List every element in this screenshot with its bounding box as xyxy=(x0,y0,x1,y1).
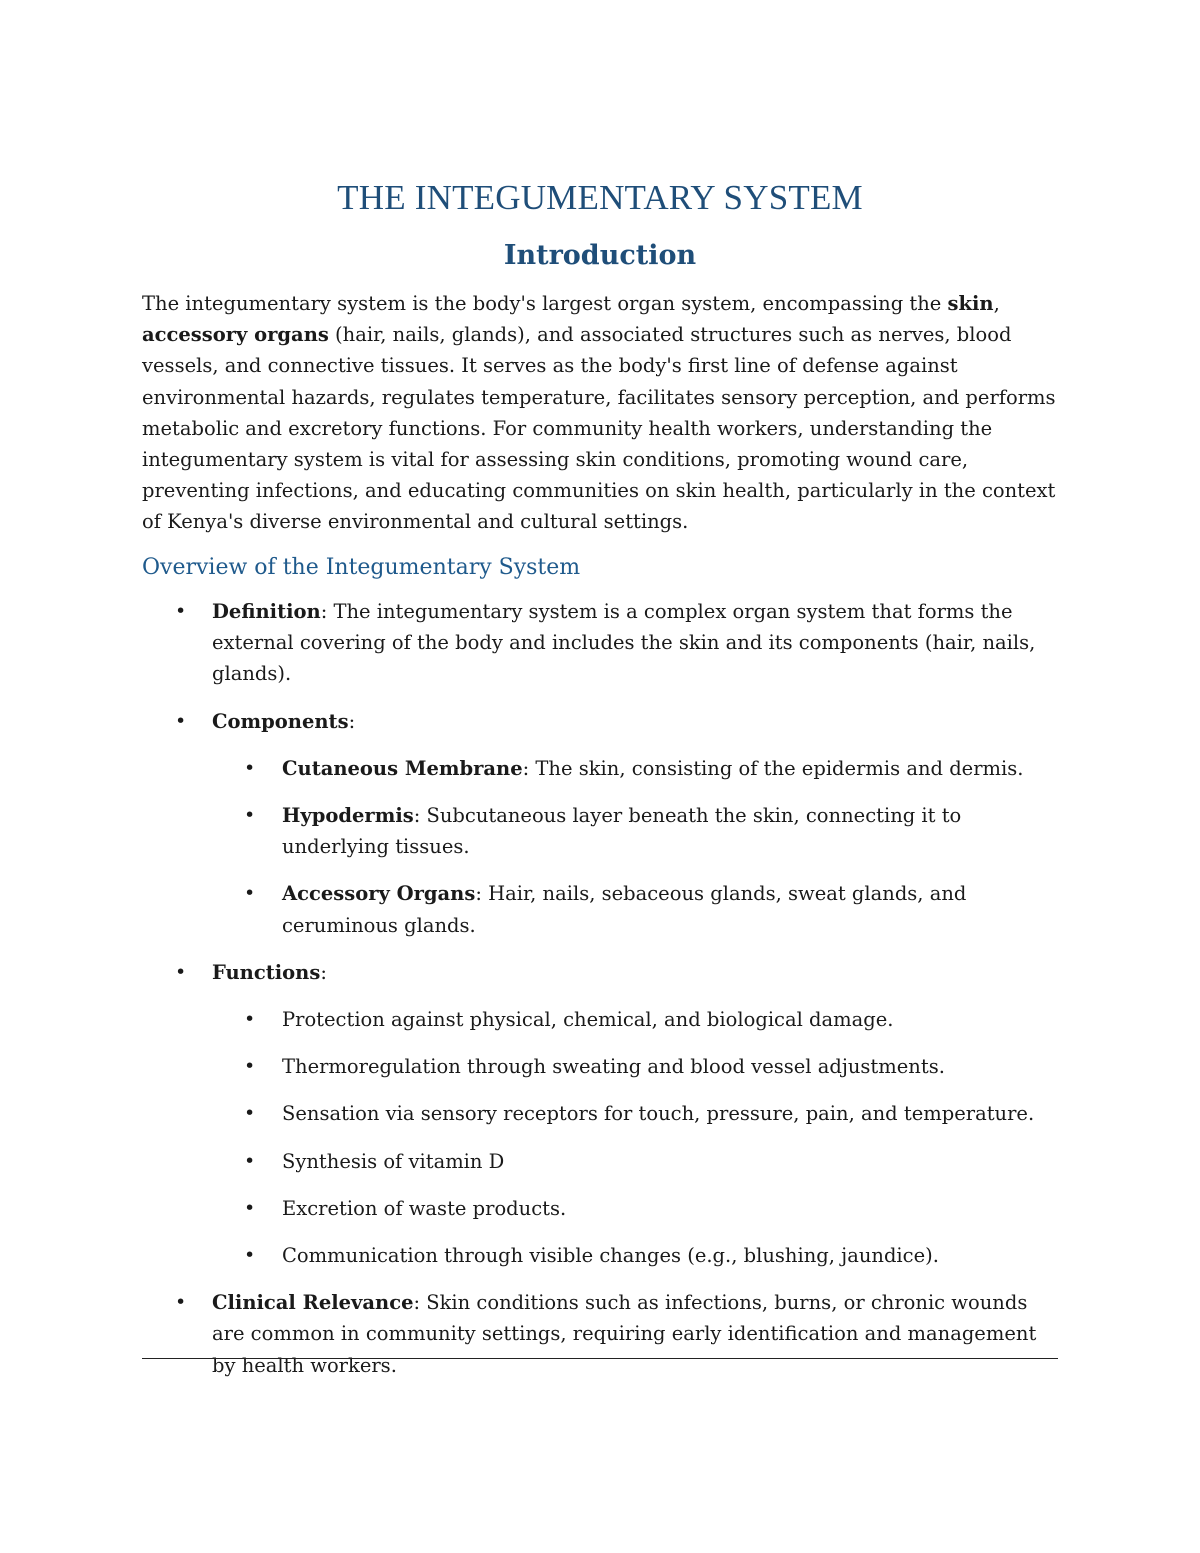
list-item-function-sensation: • Sensation via sensory receptors for touch, pressure, pain, and temperature. xyxy=(142,1098,1058,1129)
list-item-accessory-organs xyxy=(142,878,1058,940)
list-item-components xyxy=(142,706,1058,737)
list-item-definition xyxy=(142,596,1058,690)
term-clinical-relevance: Clinical Relevance xyxy=(212,1291,414,1315)
term-definition: Definition xyxy=(212,600,321,623)
intro-text: The integumentary system is the body's largest organ system, encompassing the xyxy=(142,292,948,315)
term-functions: Functions xyxy=(212,960,321,984)
intro-bold-skin: skin xyxy=(947,292,994,315)
list-item-cutaneous-membrane xyxy=(142,753,1058,784)
list-item-function-thermoregulation: • Thermoregulation through sweating and blood vessel adjustments. xyxy=(142,1051,1058,1082)
introduction-paragraph xyxy=(142,288,1058,538)
list-item-function-vitamin-d: • Synthesis of vitamin D xyxy=(142,1146,1058,1177)
intro-text: , xyxy=(993,292,1000,315)
list-item-function-excretion: • Excretion of waste products. xyxy=(142,1193,1058,1224)
list-item-hypodermis xyxy=(142,800,1058,862)
list-item-clinical-relevance xyxy=(142,1287,1058,1381)
definition-text: : The integumentary system is a complex organ system that forms the external covering of the body and includes the skin and its components (hair, nails, glands). xyxy=(212,600,1036,686)
term-accessory-organs: Accessory Organs xyxy=(282,882,476,906)
term-cutaneous-membrane: Cutaneous Membrane xyxy=(282,756,523,780)
term-hypodermis: Hypodermis xyxy=(282,804,414,828)
components-text: : xyxy=(348,709,356,733)
intro-bold-accessory-organs: accessory organs xyxy=(142,323,329,347)
accessory-text: : Hair, nails, sebaceous glands, sweat glands, and ceruminous glands. xyxy=(282,882,967,937)
document-title: THE INTEGUMENTARY SYSTEM xyxy=(337,178,863,217)
overview-list xyxy=(142,596,1058,1397)
term-components: Components xyxy=(212,709,349,733)
horizontal-rule xyxy=(142,1358,1058,1359)
list-item-function-protection: • Protection against physical, chemical, and biological damage. xyxy=(142,1004,1058,1035)
intro-text: (hair, nails, glands), and associated structures such as nerves, blood vessels, and connective tissues. It serves as the body's first line of defense against environmental hazards, regulates temperature, facilitates sensory perception, and performs metabolic and excretory functions. For community health workers, understanding the integumentary system is vital for assessing skin conditions, promoting wound care, preventing infections, and educating communities on skin health, particularly in the context of Kenya's diverse environmental and cultural settings. xyxy=(142,323,1056,534)
list-item-function-communication: • Communication through visible changes (e.g., blushing, jaundice). xyxy=(142,1240,1058,1271)
functions-text: : xyxy=(320,960,327,984)
list-item-functions xyxy=(142,957,1058,988)
introduction-heading: Introduction xyxy=(503,240,697,271)
clinical-text: : Skin conditions such as infections, burns, or chronic wounds are common in community settings, requiring early identification and management by health workers. xyxy=(212,1291,1037,1377)
cutaneous-text: : The skin, consisting of the epidermis and dermis. xyxy=(522,756,1024,780)
hypodermis-text: : Subcutaneous layer beneath the skin, connecting it to underlying tissues. xyxy=(282,804,962,859)
overview-heading: Overview of the Integumentary System xyxy=(142,555,581,580)
